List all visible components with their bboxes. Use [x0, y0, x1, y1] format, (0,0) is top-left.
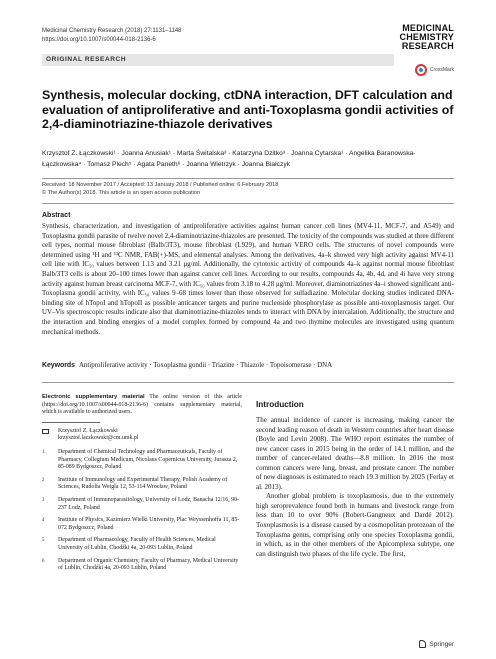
crossmark-icon: [415, 64, 427, 76]
abstract-text: Synthesis, characterization, and investigation of antiproliferative activities against human cancer cell lines (MV4-11, MCF-7, and A549) and Toxoplasma gondii parasite of twelve novel 2,4-diaminotriazine-thiazoles are presented. The toxicity of the compounds was studied at three different cell types, normal mouse fibroblast (Balb/3T3), mouse fibroblast (L929), and human VERO cells. The structures of novel compounds were determined using ¹H and ¹³C NMR, FAB(+)-MS, and elemental analyses. Among the derivatives, 4a–k showed very high activity against MV4-11 cell line with IC₅₀ values between 1.13 and 3.21 μg/ml. Additionally, the cytotoxic activity of compounds 4a–k against normal mouse fibroblast Balb/3T3 cells is about 20–100 times lower than against cancer cell lines. According to our results, compounds 4a, 4b, 4d, and 4i have very strong activity against human breast carcinoma MCF-7, with IC₅₀ values from 3.18 to 4.28 μg/ml. Moreover, diaminotriazines 4a–i showed significant anti-Toxoplasma gondii activity, with IC₅₀ values 9–68 times lower than those observed for sulfadiazine. Molecular docking studies indicated DNA-binding site of hTopoI and hTopoII as possible anticancer targets and purine nucleoside phosphorylase as possible anti-toxoplasmosis target. Our UV–Vis spectroscopic results indicate also that diaminotriazine-thiazoles tends to interact with DNA by intercalation. Additionally, the structure and the interaction and binding energies of a model complex formed by compound 4a and two thymine molecules are investigated using quantum mechanical methods.: [42, 223, 454, 336]
springer-horse-icon: [419, 640, 426, 648]
affiliation: 2 Institute of Immunology and Experimental Therapy, Polish Academy of Sciences, Rudolfa Weigla 12, 53-114 Wrocław, Poland: [42, 476, 228, 491]
divider: [42, 382, 454, 383]
affiliation: 4 Institute of Physics, Kazimierz Wielki University, Plac Weyssenhoffa 11, 85-072 Bydgoszcz, Poland: [42, 517, 240, 531]
article-title: Synthesis, molecular docking, ctDNA interaction, DFT calculation and evaluation of antiproliferative and anti-Toxoplasma gondii activities of 2,4-diaminotriazine-thiazole derivatives: [42, 88, 454, 131]
publication-dates: Received: 18 November 2017 / Accepted: 13 January 2018 / Published online: 6 February 2018: [42, 182, 279, 188]
divider: [42, 203, 454, 204]
esm-note: Electronic supplementary material The online version of this article (https://doi.org/10.1007/s00044-018-2136-6) contains supplementary material, which is available to authorized users.: [42, 394, 242, 416]
envelope-icon: [42, 428, 58, 443]
corresponding-author-email[interactable]: krzysztof.laczkowski@cm.umk.pl: [58, 435, 139, 442]
divider: [42, 422, 100, 423]
copyright-notice: © The Author(s) 2018. This article is an open access publication: [42, 190, 201, 196]
publisher-logo: Springer: [419, 640, 454, 648]
divider: [42, 178, 454, 179]
abstract-heading: Abstract: [42, 212, 71, 219]
paragraph: Another global problem is toxoplasmosis, due to the extremely high seroprevalence found both in humans and livestock range from less than 10 to over 90% (Robert-Gangneux and Dardé 2012). Toxoplasmosis is a disease caused by a cosmopolitan protozoan of the Toxoplasma genus, comprising only one species Toxoplasma gondii, in which, as in the other members of the Apicomplexa subtype, one can distinguish two phases of the life cycle. The first,: [256, 492, 454, 558]
doi-link[interactable]: https://doi.org/10.1007/s00044-018-2136-6: [42, 37, 156, 43]
introduction-column: [256, 394, 454, 559]
author-list: Krzysztof Z. Łączkowski¹ · Joanna Anusiak¹ · Marta Świtalska² · Katarzyna Dzitko³ · Joanna Cytarska¹ · Angelika Baranowska-Łączkowska⁴ · Tomasz Plech⁵ · Agata Paneth⁶ · Joanna Wietrzyk · Joanna Białczyk: [42, 150, 416, 168]
paragraph: The annual incidence of cancer is increasing, making cancer the second leading reason of death in Western countries after heart disease (Boyle and Levin 2008). The WHO report estimates the number of new cancer cases in 2015 being in the order of 14.1 million, and the number of cancer-related deaths—8.8 million. In 2016 the most common cancers were lung, breast, and prostate cancer. The number of new diagnoses is estimated to reach 19.3 million by 2025 (Ferlay et al. 2013).: [256, 416, 454, 491]
keywords-list: Antiproliferative activity · Toxoplasma gondii · Triazine · Thiazole · Topoisomerase · DNA: [78, 362, 333, 369]
affiliation: 3 Department of Immunoparasitology, University of Lodz, Banacha 12/16, 90-237 Lodz, Poland: [42, 496, 240, 511]
introduction-text: [256, 416, 454, 559]
corresponding-author: [42, 428, 242, 443]
corresponding-author-name: Krzysztof Z. Łączkowski: [58, 427, 118, 434]
journal-citation: Medicinal Chemistry Research (2018) 27:1131–1148: [42, 28, 182, 34]
keywords-heading: Keywords: [42, 362, 75, 369]
crossmark-badge[interactable]: CrossMark: [415, 64, 454, 76]
footnotes-column: [42, 394, 242, 578]
affiliation: 6 Department of Organic Chemistry, Faculty of Pharmacy, Medical University of Lublin, Chodźki 4a, 20-093 Lublin, Poland: [42, 557, 239, 572]
article-type-banner: ORIGINAL RESEARCH: [42, 54, 394, 66]
journal-logo: MEDICINAL CHEMISTRY RESEARCH: [399, 23, 454, 51]
affiliation: 1 Department of Chemical Technology and Pharmaceuticals, Faculty of Pharmacy, Collegium Medicum, Nicolaus Copernicus University, Jurasza 2, 85-089 Bydgoszcz, Poland: [42, 448, 238, 471]
introduction-heading: Introduction: [256, 400, 304, 409]
keywords: [42, 362, 454, 369]
affiliation: 5 Department of Pharmacology, Faculty of Health Sciences, Medical University of Lublin, Chodźki 4a, 20-093 Lublin, Poland: [42, 537, 216, 551]
